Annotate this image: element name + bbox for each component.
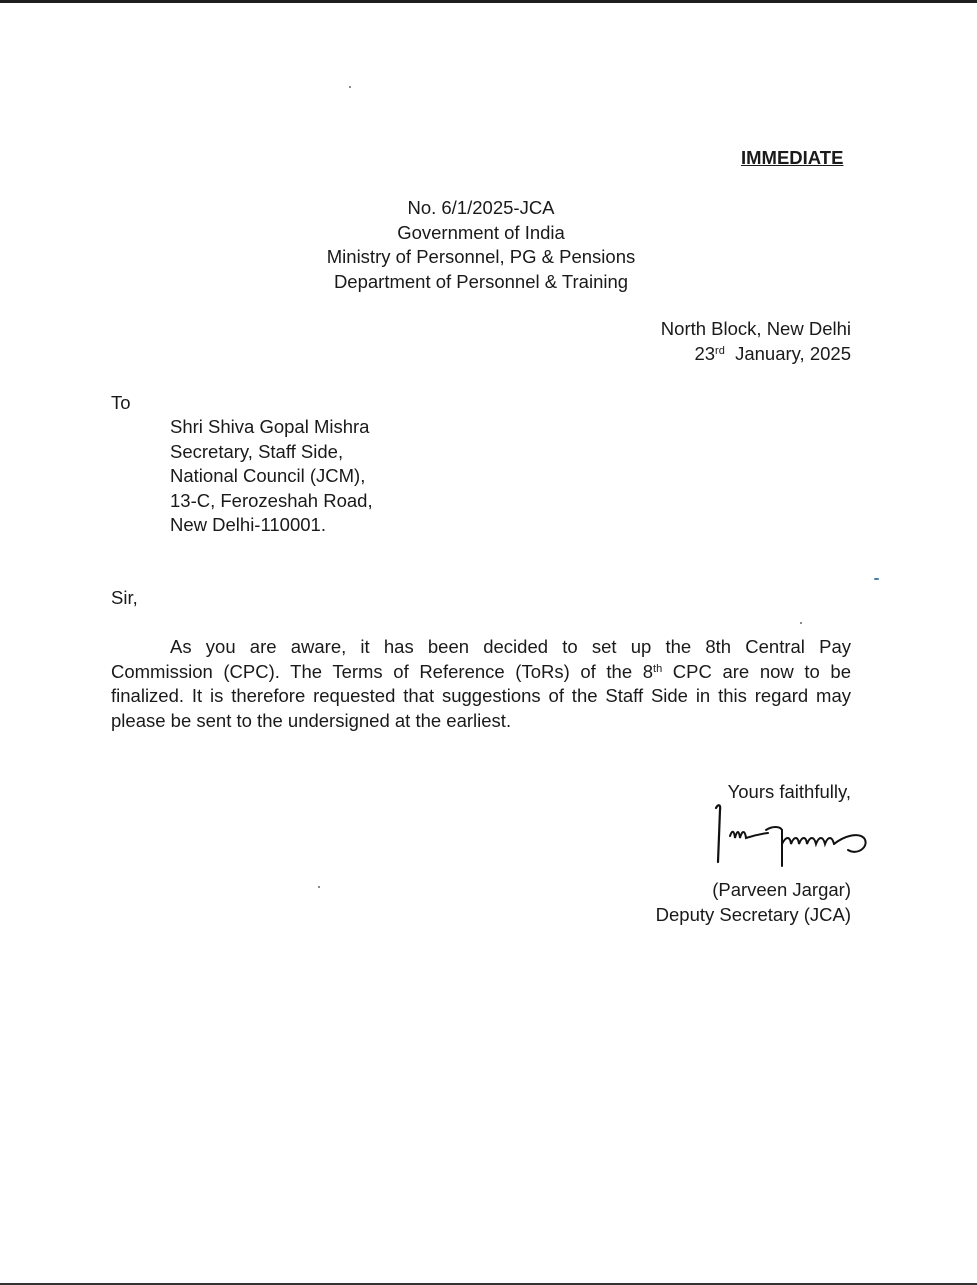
date-month-year: January, 2025 xyxy=(735,342,851,364)
recipient-city: New Delhi-110001. xyxy=(170,514,326,535)
closing: Yours faithfully, xyxy=(727,781,851,802)
recipient-designation: Secretary, Staff Side, xyxy=(170,440,344,462)
date-day: 23 xyxy=(694,342,716,364)
to-label: To xyxy=(111,392,131,413)
salutation: Sir, xyxy=(111,587,138,608)
signatory-name: (Parveen Jargar) xyxy=(712,879,851,900)
recipient-organization: National Council (JCM), xyxy=(170,465,366,486)
body-line: As you are aware, it has been decided to set up the 8th Central Pay xyxy=(170,636,851,657)
place: North Block, New Delhi xyxy=(660,318,851,339)
scan-top-edge xyxy=(0,0,977,3)
date-suffix: rd xyxy=(715,344,725,357)
body-line: finalized. It is therefore requested that suggestions of the Staff Side in this regard may xyxy=(111,685,851,706)
scan-speck xyxy=(318,886,320,888)
date xyxy=(661,342,851,367)
department-name: Department of Personnel & Training xyxy=(333,270,629,292)
place-date-block xyxy=(661,317,851,366)
recipient-name: Shri Shiva Gopal Mishra xyxy=(170,416,370,437)
government-name: Government of India xyxy=(397,221,565,243)
priority-label: IMMEDIATE xyxy=(741,147,844,168)
reference-number: No. 6/1/2025-JCA xyxy=(407,197,555,218)
scan-speck xyxy=(800,622,802,624)
recipient-street: 13-C, Ferozeshah Road, xyxy=(170,489,373,511)
scan-speck xyxy=(874,578,879,580)
letter-header xyxy=(300,196,662,294)
scan-speck xyxy=(349,86,351,88)
handwritten-signature xyxy=(708,800,874,872)
signatory-block xyxy=(656,878,851,927)
body-line: Commission (CPC). The Terms of Reference (ToRs) of the 8th CPC are now to be xyxy=(111,660,851,682)
body-paragraph xyxy=(111,635,851,733)
signatory-designation: Deputy Secretary (JCA) xyxy=(655,903,851,925)
ministry-name: Ministry of Personnel, PG & Pensions xyxy=(326,246,636,267)
recipient-address xyxy=(170,415,373,538)
body-line: please be sent to the undersigned at the earliest. xyxy=(111,709,512,731)
